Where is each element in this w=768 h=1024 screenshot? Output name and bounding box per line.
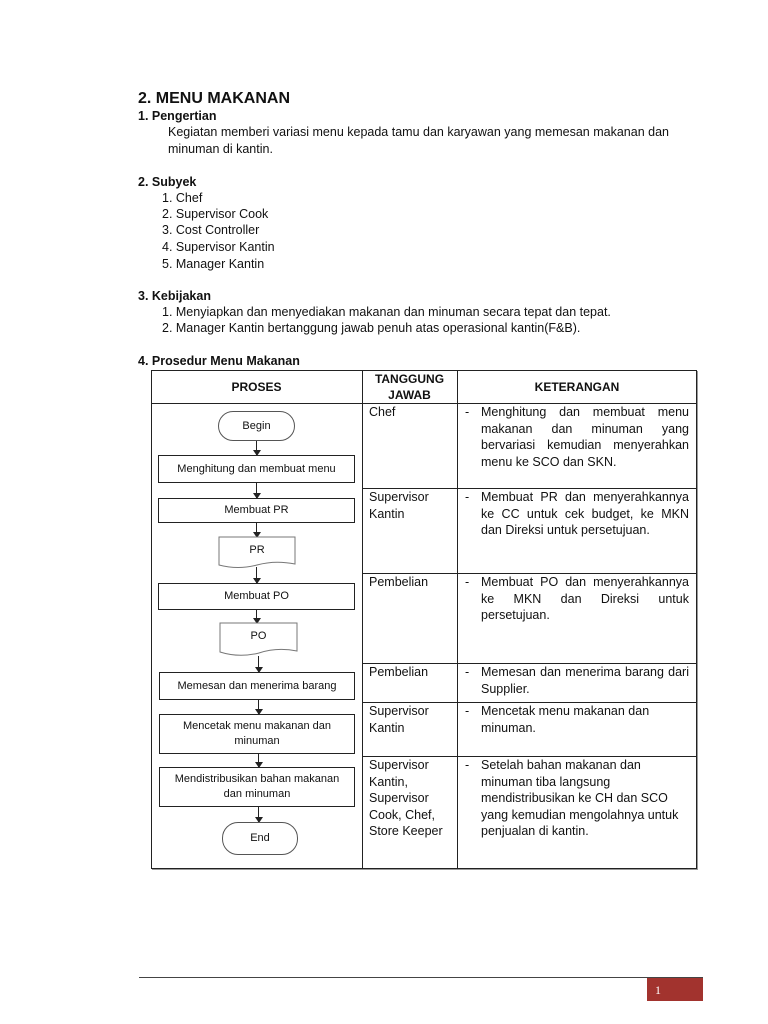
section-heading-subyek: 2. Subyek bbox=[138, 175, 197, 189]
header-tanggung: TANGGUNG bbox=[374, 372, 445, 386]
kebijakan-item: 2. Manager Kantin bertanggung jawab penuh atas operasional kantin(F&B). bbox=[162, 321, 581, 335]
flow-step: Membuat PR bbox=[158, 498, 355, 523]
column-divider bbox=[362, 370, 363, 869]
kebijakan-item: 1. Menyiapkan dan menyediakan makanan dan minuman secara tepat dan tepat. bbox=[162, 305, 611, 319]
responsible-cell: Supervisor Kantin bbox=[369, 490, 429, 521]
subyek-item: 2. Supervisor Cook bbox=[162, 207, 269, 221]
page-number: 1 bbox=[655, 983, 661, 997]
flow-step: Mendistribusikan bahan makanan dan minuman bbox=[159, 767, 355, 807]
header-proses: PROSES bbox=[231, 380, 282, 394]
footer-rule bbox=[139, 977, 703, 978]
subyek-item: 4. Supervisor Kantin bbox=[162, 240, 275, 254]
description-cell: Memesan dan menerima barang dari Supplier. bbox=[481, 665, 689, 696]
description-cell: Menghitung dan membuat menu makanan dan minuman yang bervariasi kemudian menyerahkan menu ke SCO dan SKN. bbox=[481, 405, 689, 469]
flow-step: Mencetak menu makanan dan minuman bbox=[159, 714, 355, 754]
dash: - bbox=[465, 575, 470, 589]
section-heading-pengertian: 1. Pengertian bbox=[138, 109, 217, 123]
flow-arrow bbox=[258, 656, 259, 672]
column-divider bbox=[457, 370, 458, 869]
flow-step: Membuat PO bbox=[158, 583, 355, 610]
pengertian-text-cont: minuman di kantin. bbox=[168, 142, 273, 156]
responsible-cell: Chef bbox=[369, 405, 396, 419]
flow-step: Memesan dan menerima barang bbox=[159, 672, 355, 700]
description-cell: Mencetak menu makanan dan minuman. bbox=[481, 704, 650, 735]
description-cell: Membuat PR dan menyerahkannya ke CC untuk cek budget, ke MKN dan Direksi untuk persetujuan. bbox=[481, 490, 689, 537]
section-heading-prosedur: 4. Prosedur Menu Makanan bbox=[138, 354, 300, 368]
dash: - bbox=[465, 405, 470, 419]
subyek-item: 1. Chef bbox=[162, 191, 203, 205]
pengertian-text: Kegiatan memberi variasi menu kepada tamu dan karyawan yang memesan makanan dan bbox=[168, 125, 669, 139]
flow-document-po: PO bbox=[250, 630, 267, 642]
flow-end: End bbox=[222, 822, 298, 855]
flow-arrow bbox=[258, 807, 259, 822]
description-cell: Setelah bahan makanan dan minuman tiba langsung mendistribusikan ke CH dan SCO yang kemudian mengolahnya untuk penjualan di kantin. bbox=[481, 758, 679, 838]
flow-arrow bbox=[258, 700, 259, 714]
dash: - bbox=[465, 490, 470, 504]
flow-step: Menghitung dan membuat menu bbox=[158, 455, 355, 483]
description-cell: Membuat PO dan menyerahkannya ke MKN dan Direksi untuk persetujuan. bbox=[481, 575, 689, 622]
flow-arrow bbox=[256, 483, 257, 498]
flow-begin: Begin bbox=[218, 411, 295, 441]
section-heading-kebijakan: 3. Kebijakan bbox=[138, 289, 211, 303]
header-keterangan: KETERANGAN bbox=[534, 380, 620, 394]
subyek-item: 5. Manager Kantin bbox=[162, 257, 265, 271]
header-jawab: JAWAB bbox=[388, 388, 431, 402]
flow-arrow bbox=[256, 441, 257, 455]
flow-document-pr: PR bbox=[249, 543, 265, 556]
dash: - bbox=[465, 665, 470, 679]
dash: - bbox=[465, 758, 470, 772]
page-number-badge bbox=[647, 978, 703, 1001]
subyek-item: 3. Cost Controller bbox=[162, 223, 260, 237]
responsible-cell: Supervisor Kantin, Supervisor Cook, Chef, Store Keeper bbox=[369, 758, 443, 838]
flow-arrow bbox=[258, 754, 259, 767]
flow-arrow bbox=[256, 523, 257, 537]
dash: - bbox=[465, 704, 470, 718]
page-title: 2. MENU MAKANAN bbox=[138, 90, 290, 107]
flow-arrow bbox=[256, 567, 257, 583]
responsible-cell: Pembelian bbox=[369, 575, 429, 589]
responsible-cell: Pembelian bbox=[369, 665, 429, 679]
responsible-cell: Supervisor Kantin bbox=[369, 704, 429, 735]
